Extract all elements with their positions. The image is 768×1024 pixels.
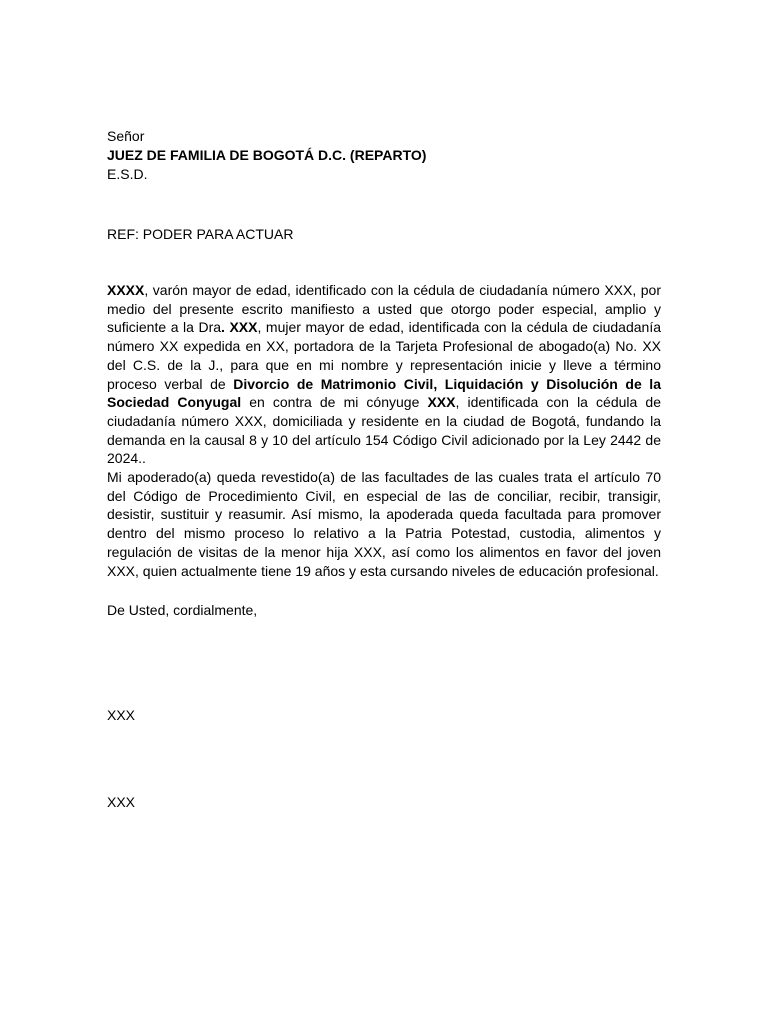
paragraph1-text-4: , identificada con la cédula de ciudadanía número XXX, domiciliada y residente en la ciudad de Bogotá, fundando la demanda en la causal 8 y 10 del artículo 154 Código Civil adicionado por la Ley 2442 de 2024.. [107,394,661,467]
signature-name-2: XXX [107,794,136,810]
signature-name-1: XXX [107,707,136,723]
process-name: Divorcio de Matrimonio Civil, Liquidación y Disolución de la Sociedad Conyugal [107,375,661,411]
esd-line: E.S.D. [107,166,148,182]
paragraph1-text-1: , varón mayor de edad, identificado con la cédula de ciudadanía número XXX, por medio del presente escrito manifiesto a usted que otorgo poder especial, amplio y suficiente a la Dra [107,282,661,336]
paragraph-power-grant [107,281,661,468]
spouse-name: XXX [427,394,456,411]
reference-line: REF: PODER PARA ACTUAR [107,226,294,242]
closing-line: De Usted, cordialmente, [107,602,258,618]
salutation: Señor [107,128,145,144]
grantor-name: XXXX [107,282,145,298]
addressee: JUEZ DE FAMILIA DE BOGOTÁ D.C. (REPARTO) [107,147,427,163]
paragraph-faculties: Mi apoderado(a) queda revestido(a) de las facultades de las cuales trata el artículo 70 del Código de Procedimiento Civil, en especial de las de conciliar, recibir, transigir, desistir, sustituir y reasumir. Así mismo, la apoderada queda facultada para promover dentro del mismo proceso lo relativo a la Patria Potestad, custodia, alimentos y regulación de visitas de la menor hija XXX, así como los alimentos en favor del joven XXX, quien actualmente tiene 19 años y esta cursando niveles de educación profesional. [107,469,661,579]
attorney-name: XXX [224,319,258,336]
dra-dot: . [221,319,225,336]
paragraph1-text-3: en contra de mi cónyuge [241,394,428,411]
paragraph1-text-2: , mujer mayor de edad, identificada con la cédula de ciudadanía número XX expedida en XX, portadora de la Tarjeta Profesional de abogado(a) No. XX del C.S. de la J., para que en mi nombre y representación inicie y lleve a término proceso verbal de [107,319,661,392]
